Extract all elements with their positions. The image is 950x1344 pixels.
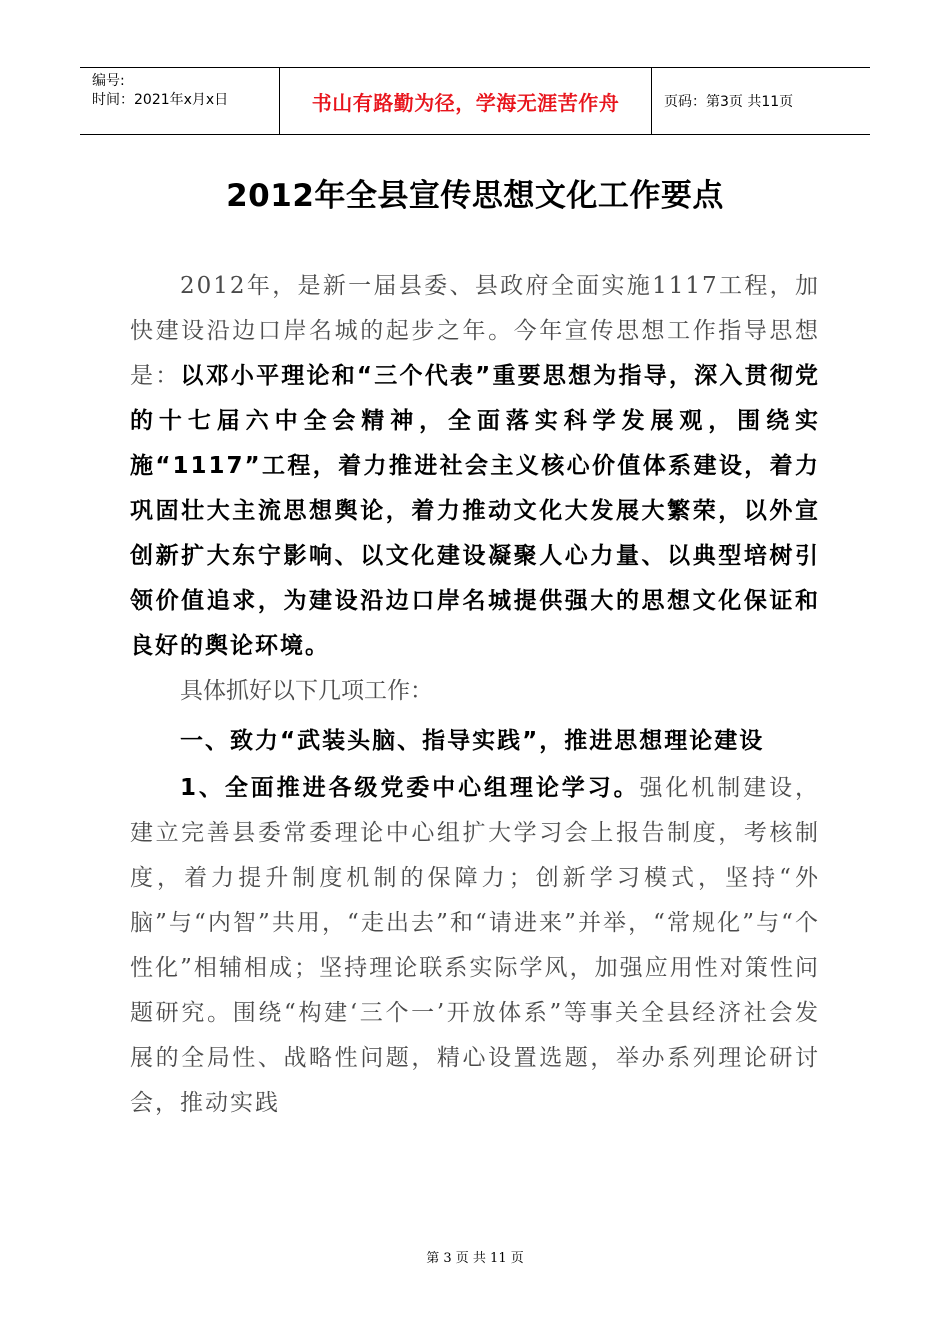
header-meta [80, 68, 280, 134]
intro-guiding-thought: 以邓小平理论和“三个代表”重要思想为指导，深入贯彻党的十七届六中全会精神，全面落实科学发展观，围绕实施“1117”工程，着力推进社会主义核心价值体系建设，着力巩固壮大主流思想舆论，着力推动文化大发展大繁荣，以外宣创新扩大东宁影响、以文化建设凝聚人心力量、以典型培树引领价值追求，为建设沿边口岸名城提供强大的思想文化保证和良好的舆论环境。 [130, 363, 821, 659]
intro-lead-text: 2012年，是新一届县委、县政府全面实施1117工程，加快建设沿边口岸名城的起步之年。今年宣传思想工作指导思想是： [130, 273, 820, 389]
time-label: 时间：2021年x月x日 [92, 92, 229, 108]
document-title: 2012年全县宣传思想文化工作要点 [226, 178, 724, 214]
document-body [130, 264, 820, 1126]
number-label: 编号: [92, 73, 125, 89]
paragraph-intro [130, 264, 820, 669]
page-header [80, 67, 870, 135]
page-footer: 第 3 页 共 11 页 [426, 1251, 524, 1266]
paragraph-item-1 [130, 766, 820, 1126]
item-1-text: 强化机制建设，建立完善县委常委理论中心组扩大学习会上报告制度，考核制度，着力提升制度机制的保障力；创新学习模式，坚持“外脑”与“内智”共用，“走出去”和“请进来”并举，“常规化”与“个性化”相辅相成；坚持理论联系实际学风，加强应用性对策性问题研究。围绕“构建‘三个一’开放体系”等事关全县经济社会发展的全局性、战略性问题，精心设置选题，举办系列理论研讨会，推动实践 [130, 775, 820, 1116]
paragraph-work-items: 具体抓好以下几项工作： [180, 678, 433, 704]
header-page-info: 页码：第3页 共11页 [664, 94, 794, 110]
item-1-title: 1、全面推进各级党委中心组理论学习。 [180, 775, 640, 801]
header-motto: 书山有路勤为径，学海无涯苦作舟 [280, 68, 652, 134]
section-heading-1: 一、致力“武装头脑、指导实践”，推进思想理论建设 [180, 728, 765, 754]
